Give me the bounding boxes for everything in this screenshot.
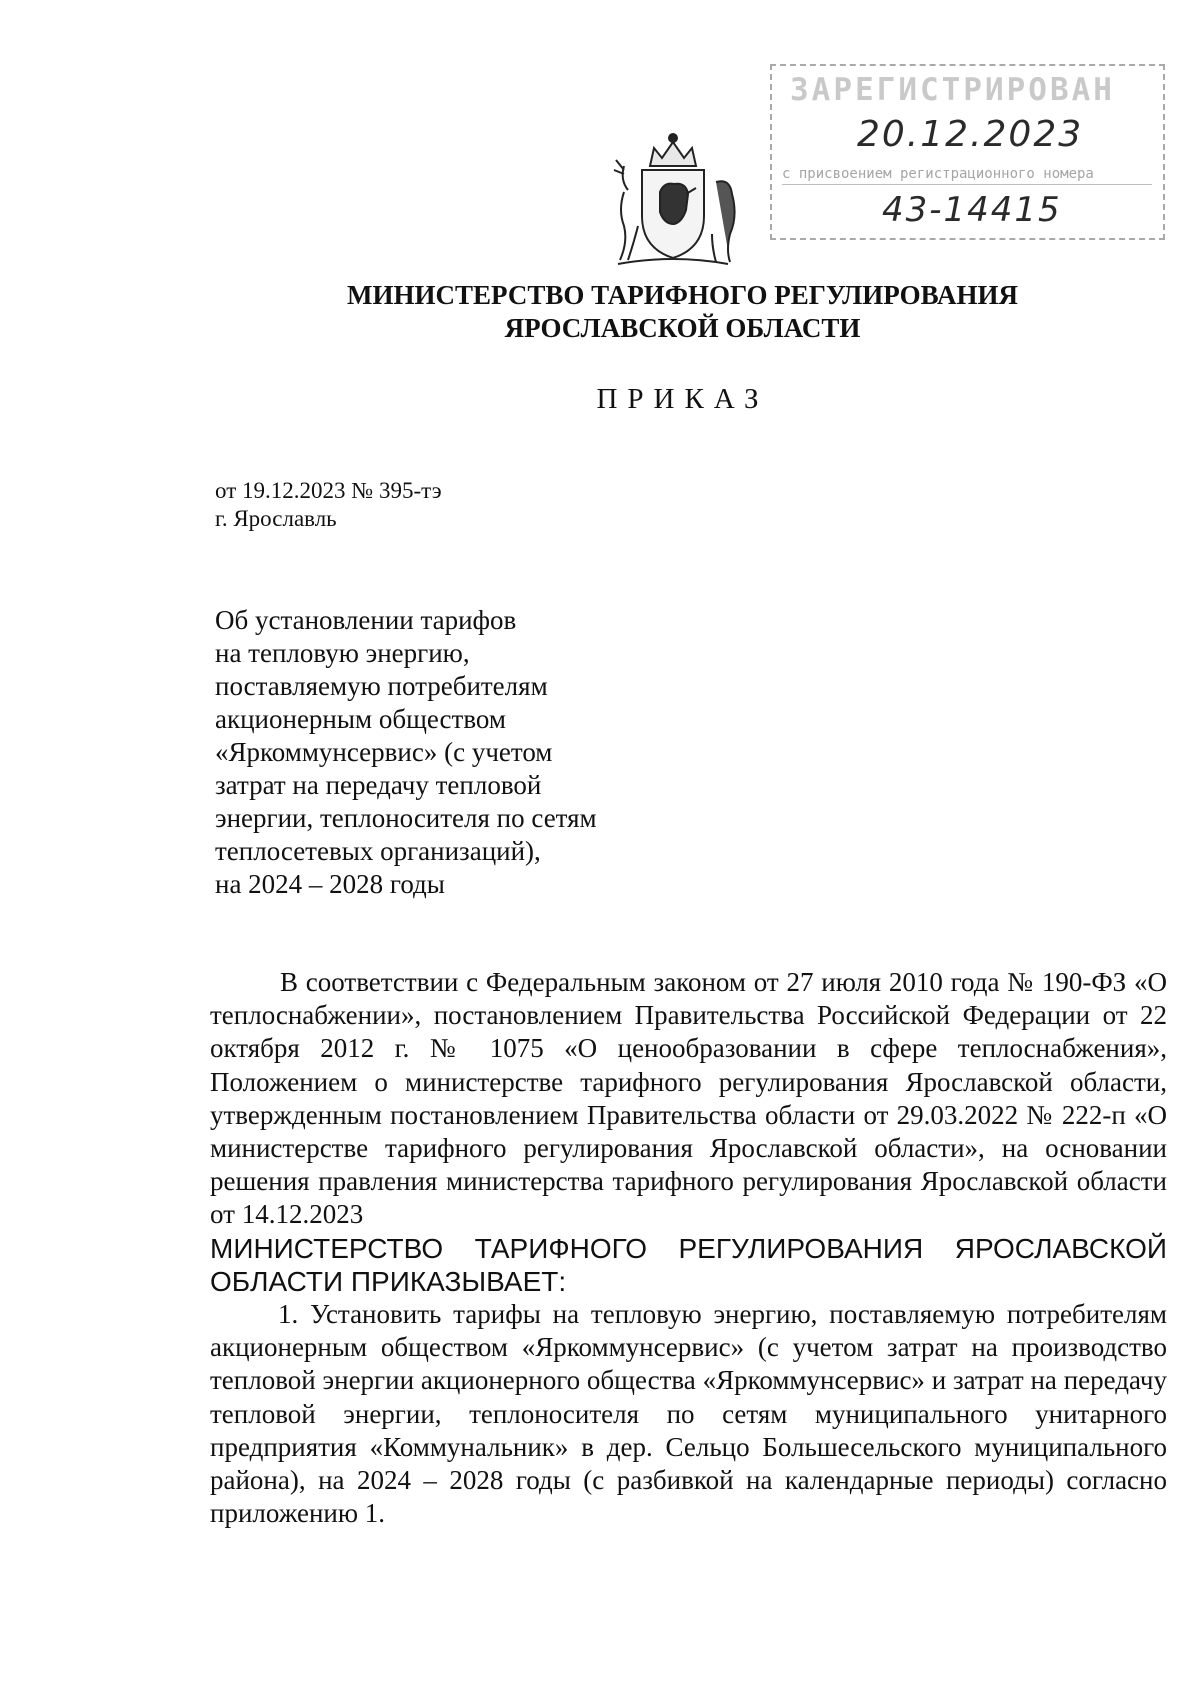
subject-line: энергии, теплоносителя по сетям [215, 803, 597, 833]
registration-stamp [770, 64, 1165, 240]
order-city: г. Ярославль [215, 506, 337, 531]
order-phrase: МИНИСТЕРСТВО ТАРИФНОГО РЕГУЛИРОВАНИЯ ЯРОСЛАВСКОЙ ОБЛАСТИ ПРИКАЗЫВАЕТ: [210, 1232, 1167, 1297]
order-subject [215, 604, 597, 901]
stamp-note: с присвоением регистрационного номера [782, 166, 1094, 182]
ministry-name-line2: ЯРОСЛАВСКОЙ ОБЛАСТИ [504, 313, 861, 343]
subject-line: «Яркоммунсервис» (с учетом [215, 737, 553, 767]
subject-line: на 2024 – 2028 годы [215, 869, 445, 899]
subject-line: Об установлении тарифов [215, 605, 517, 635]
subject-line: поставляемую потребителям [215, 671, 548, 701]
subject-line: на тепловую энергию, [215, 638, 470, 668]
coat-of-arms-emblem [598, 130, 748, 270]
document-type-title: ПРИКАЗ [596, 383, 769, 415]
order-body [210, 966, 1167, 1530]
stamp-number: 43-14415 [882, 190, 1062, 230]
order-item-1: 1. Установить тарифы на тепловую энергию, поставляемую потребителям акционерным обществом «Яркоммунсервис» (с учетом затрат на производство тепловой энергии акционерного общества «Яркоммунсервис» и затрат на передачу тепловой энергии, теплоносителя по сетям муниципального унитарного предприятия «Коммунальник» в дер. Сельцо Большесельского муниципального района), на 2024 – 2028 годы (с разбивкой на календарные периоды) согласно приложению 1. [210, 1299, 1167, 1529]
ministry-name-line1: МИНИСТЕРСТВО ТАРИФНОГО РЕГУЛИРОВАНИЯ [347, 280, 1018, 310]
stamp-divider [782, 184, 1152, 185]
order-date-number: от 19.12.2023 № 395-тэ [215, 478, 442, 503]
subject-line: акционерным обществом [215, 704, 506, 734]
preamble-paragraph: В соответствии с Федеральным законом от 27 июля 2010 года № 190-ФЗ «О теплоснабжении», постановлением Правительства Российской Федерации от 22 октября 2012 г. № 1075 «О ценообразовании в сфере теплоснабжения», Положением о министерстве тарифного регулирования Ярославской области, утвержденным постановлением Правительства области от 29.03.2022 № 222-п «О министерстве тарифного регулирования Ярославской области», на основании решения правления министерства тарифного регулирования Ярославской области от 14.12.2023 [210, 967, 1167, 1230]
stamp-date: 20.12.2023 [857, 114, 1084, 155]
stamp-title: ЗАРЕГИСТРИРОВАН [790, 72, 1115, 108]
subject-line: теплосетевых организаций), [215, 836, 541, 866]
subject-line: затрат на передачу тепловой [215, 770, 542, 800]
